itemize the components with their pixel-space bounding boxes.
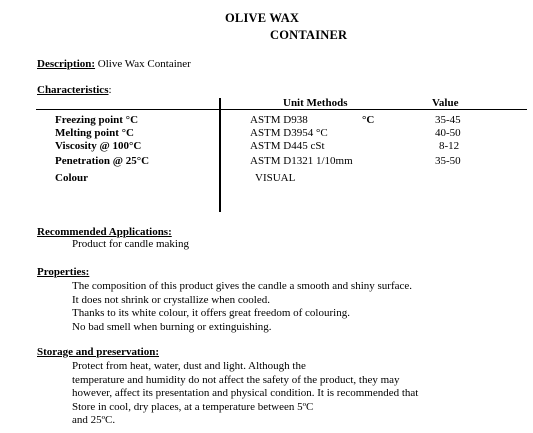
table-row-method: VISUAL	[255, 172, 296, 184]
table-row-property: Colour	[55, 172, 88, 184]
storage-line: Store in cool, dry places, at a temperature between 5ºC	[72, 401, 314, 413]
table-row-unit: °C	[362, 114, 375, 126]
description-label: Description:	[37, 58, 96, 70]
document-title-line-1: OLIVE WAX	[225, 11, 300, 25]
table-row-method: ASTM D938	[250, 114, 308, 126]
table-row-value: 8-12	[439, 140, 460, 152]
characteristics-label-suffix: :	[108, 84, 112, 96]
properties-line: Thanks to its white colour, it offers great freedom of colouring.	[72, 307, 350, 319]
characteristics-heading	[37, 84, 112, 97]
table-row-value: 35-50	[435, 155, 461, 167]
storage-label: Storage and preservation:	[37, 346, 160, 358]
table-row-method: ASTM D1321 1/10mm	[250, 155, 353, 167]
table-row-property: Penetration @ 25°C	[55, 155, 150, 167]
table-row-method: ASTM D445 cSt	[250, 140, 325, 152]
table-row-value: 35-45	[435, 114, 461, 126]
description-section	[37, 58, 191, 71]
table-row-property: Melting point °C	[55, 127, 134, 139]
storage-line: however, affect its presentation and physical condition. It is recommended that	[72, 387, 419, 399]
properties-line: No bad smell when burning or extinguishing.	[72, 321, 272, 333]
storage-line: Protect from heat, water, dust and light. Although the	[72, 360, 306, 372]
properties-line: The composition of this product gives the candle a smooth and shiny surface.	[72, 280, 413, 292]
document-title-line-2: CONTAINER	[270, 28, 348, 42]
table-row-property: Viscosity @ 100°C	[55, 140, 142, 152]
description-value: Olive Wax Container	[95, 58, 191, 70]
properties-label: Properties:	[37, 266, 90, 278]
table-row-value: 40-50	[435, 127, 461, 139]
storage-line: and 25ºC.	[72, 414, 116, 426]
storage-line: temperature and humidity do not affect the safety of the product, they may	[72, 374, 400, 386]
properties-line: It does not shrink or crystallize when cooled.	[72, 294, 270, 306]
table-header-method: Unit Methods	[283, 97, 348, 109]
table-header-value: Value	[432, 97, 459, 109]
characteristics-label: Characteristics	[37, 84, 109, 96]
table-vertical-divider	[219, 98, 221, 212]
table-row-property: Freezing point °C	[55, 114, 139, 126]
applications-text: Product for candle making	[72, 238, 189, 250]
applications-label: Recommended Applications:	[37, 226, 172, 238]
table-row-method: ASTM D3954 °C	[250, 127, 328, 139]
